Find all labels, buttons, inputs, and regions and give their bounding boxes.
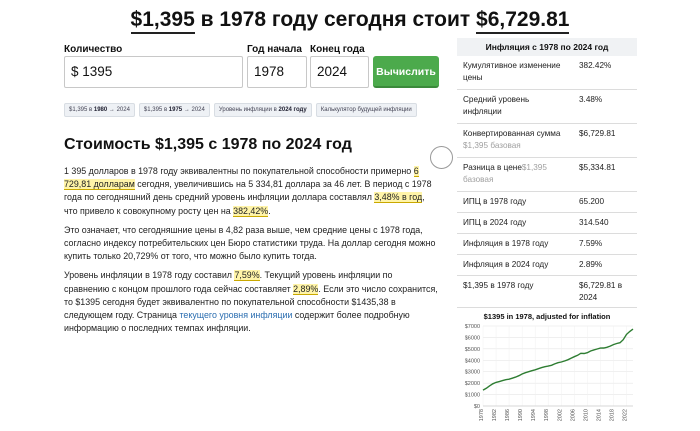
chart-title: $1395 in 1978, adjusted for inflation xyxy=(483,312,611,321)
x-tick-label: 1998 xyxy=(544,409,551,422)
chip-text: → 2024 xyxy=(107,107,130,113)
paragraph-3 xyxy=(64,269,440,335)
article-title: Стоимость $1,395 с 1978 по 2024 год xyxy=(64,136,352,153)
table-row xyxy=(457,124,637,158)
y-tick-label: $7000 xyxy=(464,324,480,330)
highlight-rate: 3,48% в год xyxy=(374,192,423,203)
amount-input[interactable]: $ 1395 xyxy=(64,56,243,88)
highlight-cumulative: 382,42% xyxy=(233,205,269,216)
x-tick-label: 1982 xyxy=(492,409,499,422)
y-tick-label: $5000 xyxy=(464,346,480,353)
x-tick-label: 2014 xyxy=(596,409,603,422)
row-key: Инфляция в 2024 году xyxy=(463,260,549,269)
row-key: Средний уровень инфляции xyxy=(463,95,530,116)
highlight-amount: 6 729,81 долларам xyxy=(64,166,419,190)
row-value: $5,334.81 xyxy=(579,163,616,172)
table-row xyxy=(457,56,637,90)
row-value: $6,729.81 xyxy=(579,129,616,138)
text: , что привело к совокупному росту цен на xyxy=(64,192,425,216)
chip-text: $1,395 в xyxy=(143,107,169,113)
article-body xyxy=(64,165,440,341)
highlight-current-rate: 2,89% xyxy=(293,283,319,294)
headline-result: $6,729.81 xyxy=(476,8,569,34)
table-row xyxy=(457,90,637,124)
x-tick-label: 1978 xyxy=(479,409,485,422)
calculate-button[interactable]: Вычислить xyxy=(373,56,439,88)
inflation-line-chart xyxy=(457,320,637,428)
text: . Текущий уровень инфляции по сравнению с концом прошлого года сейчас составляет xyxy=(64,270,393,294)
headline-amount: $1,395 xyxy=(131,8,195,34)
highlight-1978-rate: 7,59% xyxy=(234,270,260,281)
text: Уровень инфляции в 1978 году составил xyxy=(64,270,235,281)
end-year-input[interactable]: 2024 xyxy=(310,56,369,88)
row-key-text: Разница в цене xyxy=(463,163,522,172)
row-value: 7.59% xyxy=(579,239,603,248)
paragraph-2: Это означает, что сегодняшние цены в 4,82 раза выше, чем средние цены с 1978 года, согласно индексу потребительских цен Бюро статистики труда. На доллар сегодня можно купить только 20,729% от того, что можно было купить тогда. xyxy=(64,224,436,262)
quick-link-future-calculator[interactable] xyxy=(316,103,417,117)
row-key xyxy=(457,124,575,157)
chip-bold: 1980 xyxy=(93,107,108,113)
text: сегодня, увеличившись на 5 334,81 доллара за 46 лет. В период с 1978 года по сегодняшний день средний уровень инфляции доллара составлял xyxy=(64,179,432,203)
amount-label: Количество xyxy=(64,44,123,55)
x-tick-label: 1990 xyxy=(518,409,525,422)
y-tick-label: $0 xyxy=(473,404,480,410)
row-key: ИПЦ в 1978 году xyxy=(463,197,527,206)
series-line xyxy=(483,329,633,390)
y-tick-label: $3000 xyxy=(464,369,480,376)
x-tick-label: 2010 xyxy=(583,409,590,422)
quick-links xyxy=(64,103,417,117)
row-key-sub: $1,395 базовая xyxy=(463,141,521,150)
row-key-sub: $1,395 базовая xyxy=(463,163,547,184)
x-tick-label: 1986 xyxy=(505,409,512,422)
y-tick-label: $1000 xyxy=(464,392,480,399)
row-value: 3.48% xyxy=(579,95,603,104)
row-key: $1,395 в 1978 году xyxy=(463,281,534,290)
table-row xyxy=(457,158,637,192)
chip-text: Уровень инфляции в xyxy=(218,107,279,113)
start-year-label: Год начала xyxy=(247,44,302,55)
x-tick-label: 2022 xyxy=(622,409,629,422)
text: . xyxy=(268,205,271,216)
headline-middle: в 1978 году сегодня стоит xyxy=(194,8,477,31)
row-value: 2.89% xyxy=(579,260,603,269)
chip-text: Калькулятор будущей инфляции xyxy=(320,107,412,113)
row-value: 382.42% xyxy=(579,61,612,70)
start-year-input[interactable]: 1978 xyxy=(247,56,307,88)
x-tick-label: 2002 xyxy=(557,409,564,422)
chip-bold: 2024 году xyxy=(278,107,307,113)
table-row xyxy=(457,255,637,276)
quick-link-1980[interactable] xyxy=(64,103,135,117)
paragraph-1 xyxy=(64,165,440,218)
row-key: Инфляция в 1978 году xyxy=(463,239,549,248)
end-year-label: Конец года xyxy=(310,44,365,55)
table-row xyxy=(457,276,637,308)
text: 1 395 долларов в 1978 году эквивалентны по покупательной способности примерно xyxy=(64,166,414,176)
row-value: 314.540 xyxy=(579,218,609,227)
row-value: $6,729.81 в 2024 xyxy=(579,281,623,302)
quick-link-1975[interactable] xyxy=(139,103,210,117)
chip-bold: 1975 xyxy=(168,107,183,113)
table-row xyxy=(457,213,637,234)
x-tick-label: 1994 xyxy=(531,409,538,422)
y-tick-label: $4000 xyxy=(464,358,480,365)
row-key: Кумулятивное изменение цены xyxy=(463,61,561,82)
text: содержит более подробную информацию о последних темпах инфляции. xyxy=(64,310,410,334)
table-row xyxy=(457,234,637,255)
x-tick-label: 2006 xyxy=(570,409,577,422)
row-value: 65.200 xyxy=(579,197,605,206)
row-key xyxy=(457,158,575,191)
row-key: ИПЦ в 2024 году xyxy=(463,218,527,227)
quick-link-inflation-2024[interactable] xyxy=(214,103,312,117)
row-key-text: Конвертированная сумма xyxy=(463,129,561,138)
page-headline xyxy=(0,8,700,32)
x-tick-label: 2018 xyxy=(609,409,616,422)
inflation-summary-table xyxy=(457,38,637,308)
text: . Если это число сохранится, то $1395 сегодня будет эквивалентно по покупательной способности $1435,38 в следующем году. Страница xyxy=(64,283,438,321)
current-inflation-link[interactable]: текущего уровня инфляции xyxy=(179,310,293,321)
y-tick-label: $6000 xyxy=(464,335,480,342)
chip-text: $1,395 в xyxy=(69,107,94,113)
y-tick-label: $2000 xyxy=(464,381,480,388)
table-title: Инфляция с 1978 по 2024 год xyxy=(457,38,637,56)
chip-text: → 2024 xyxy=(182,107,205,113)
table-row xyxy=(457,192,637,213)
